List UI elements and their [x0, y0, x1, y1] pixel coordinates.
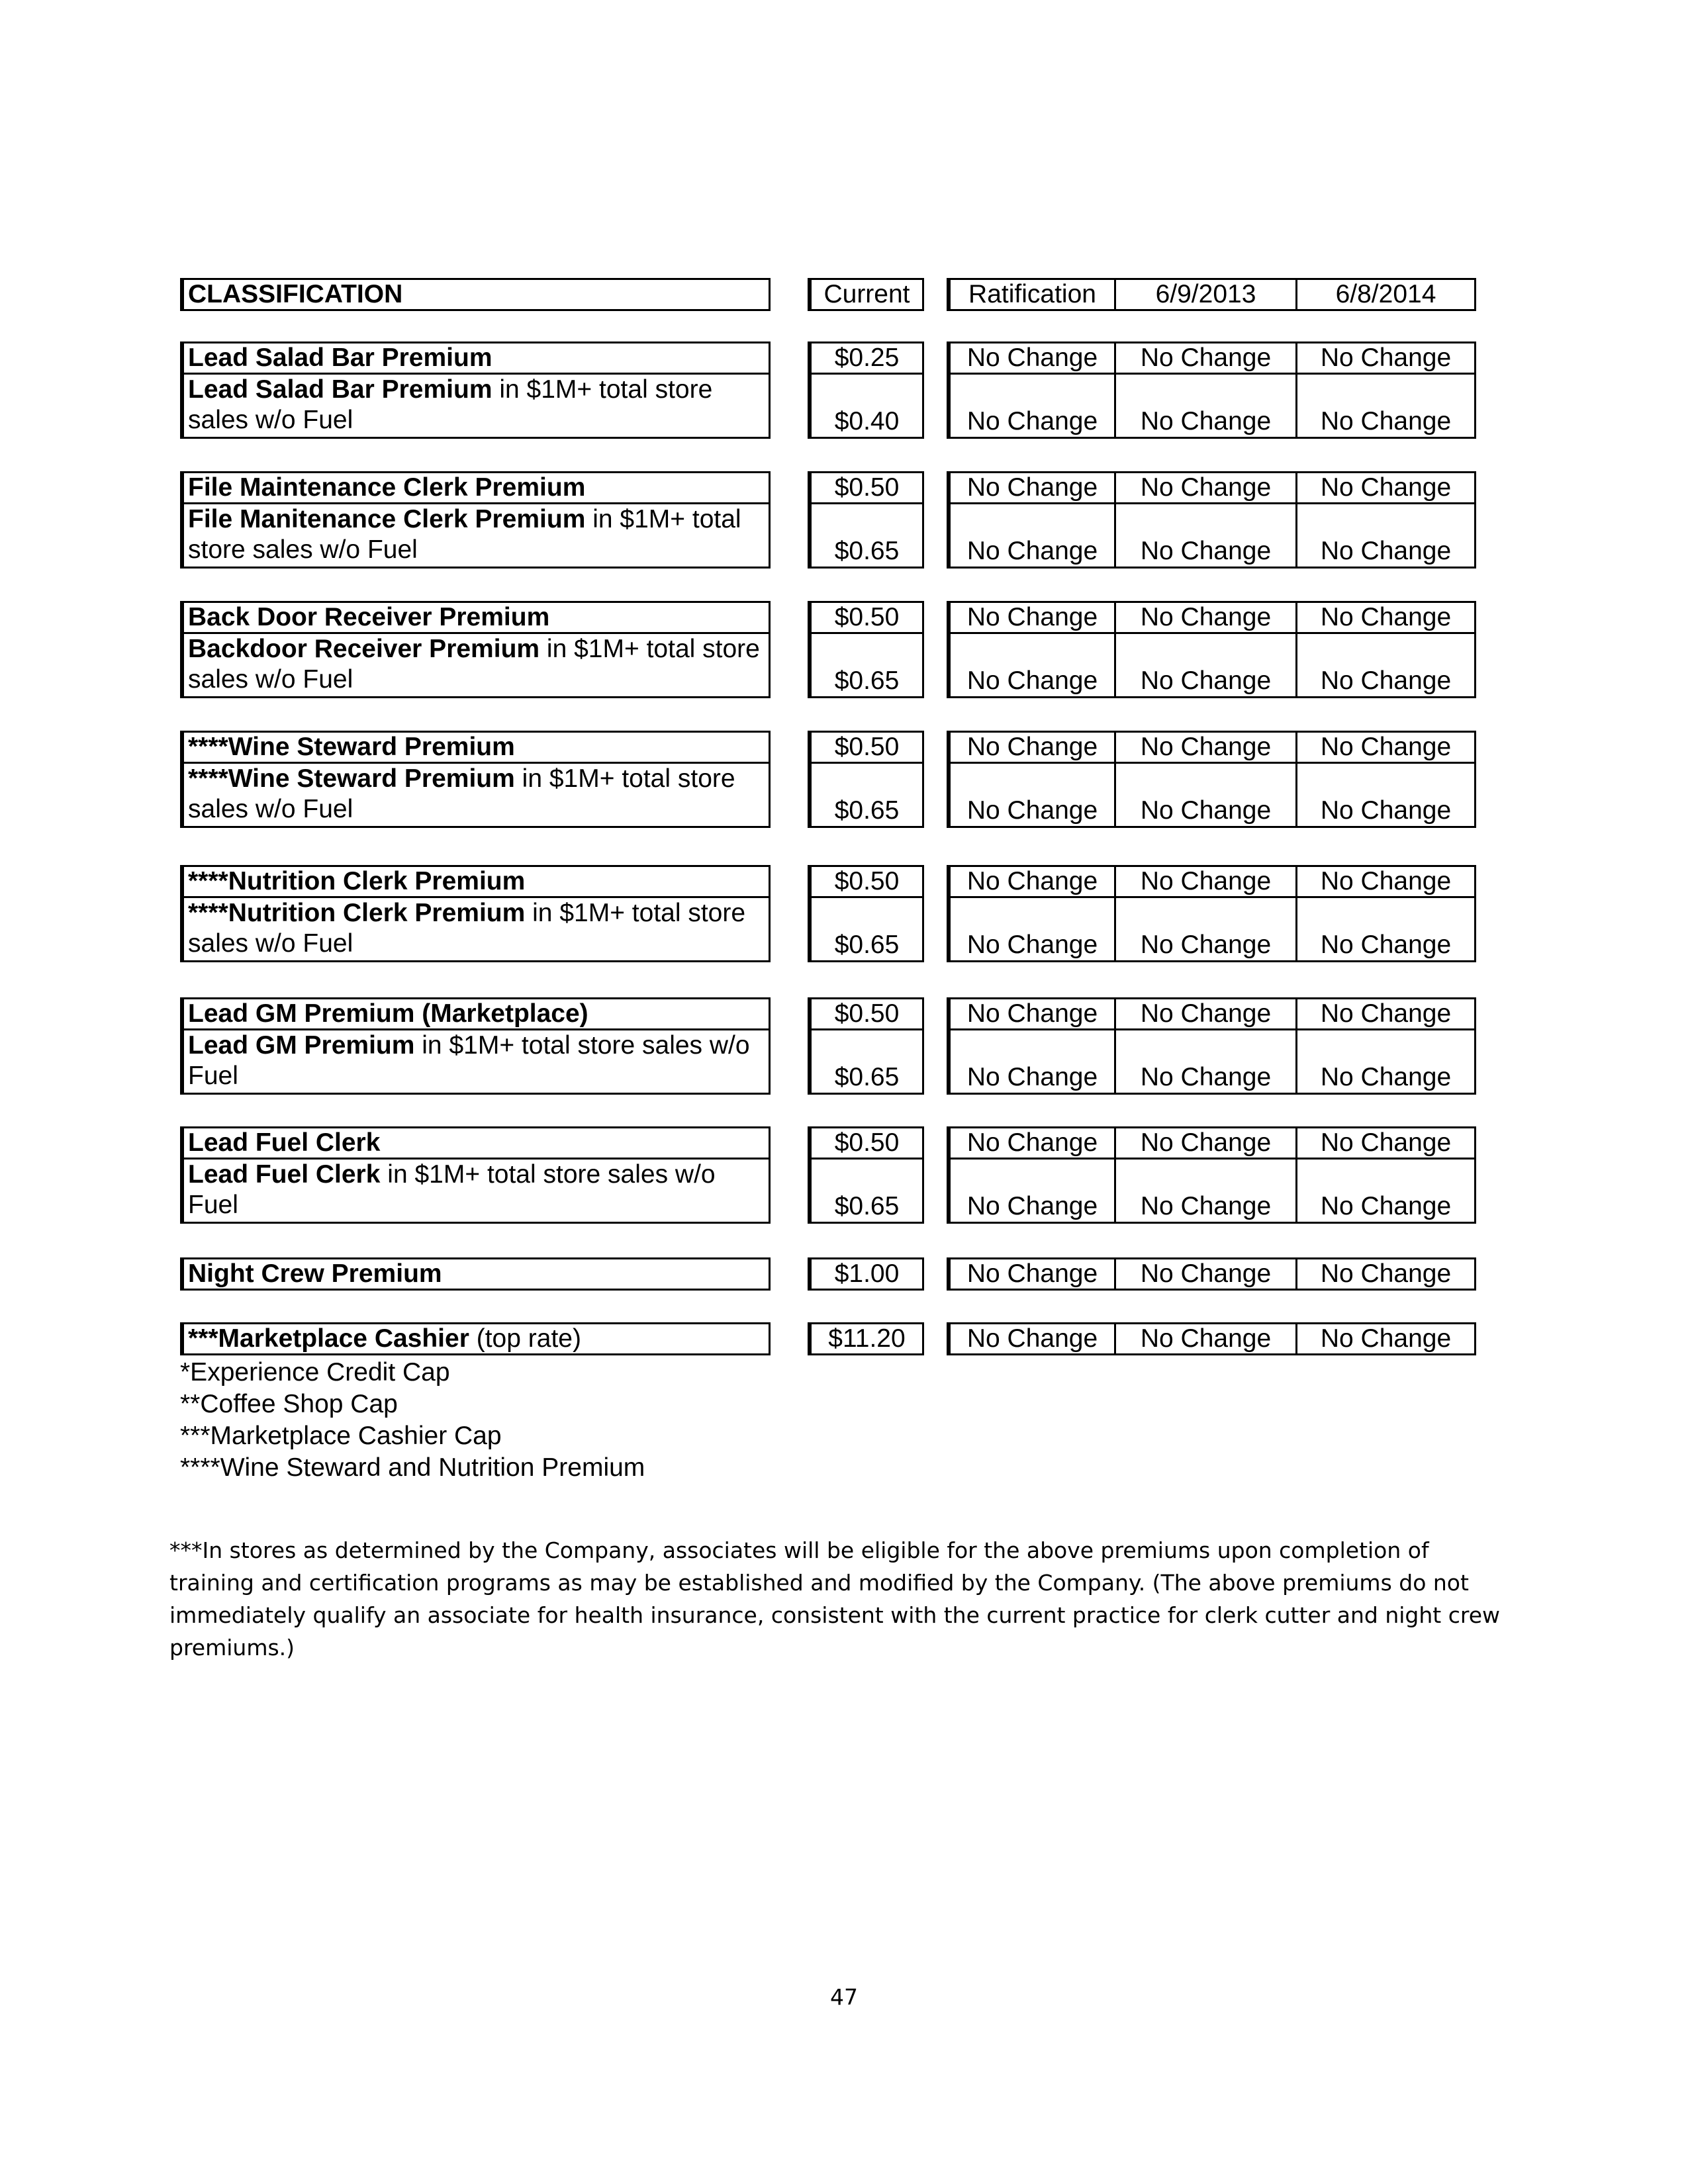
current-rate-cell: $0.50	[808, 997, 924, 1030]
current-rate-cell: $0.40	[808, 373, 924, 439]
classification-cell: ***Marketplace Cashier (top rate)	[180, 1322, 771, 1355]
header-classification: CLASSIFICATION	[180, 278, 771, 311]
current-rate-cell: $0.50	[808, 1126, 924, 1160]
ratification-cell: No Change	[947, 997, 1116, 1030]
date1-cell: No Change	[1116, 1158, 1297, 1224]
current-rate-cell: $11.20	[808, 1322, 924, 1355]
date1-cell: No Change	[1116, 1126, 1297, 1160]
date2-cell: No Change	[1297, 1028, 1476, 1095]
page-number: 47	[830, 1984, 858, 2010]
current-rate-cell: $0.65	[808, 1158, 924, 1224]
ratification-cell: No Change	[947, 865, 1116, 898]
date1-cell: No Change	[1116, 1257, 1297, 1291]
date2-cell: No Change	[1297, 762, 1476, 828]
eligibility-paragraph: ***In stores as determined by the Company, associates will be eligible for the above premiums upon completion of training and certification programs as may be established and modified by the Company. (The above premiums do not immediately qualify an associate for health insurance, consistent with the current practice for clerk cutter and night crew premiums.)	[169, 1537, 1501, 1661]
ratification-cell: No Change	[947, 1028, 1116, 1095]
classification-cell: Lead Salad Bar Premium	[180, 341, 771, 375]
date2-cell: No Change	[1297, 632, 1476, 698]
classification-cell: File Manitenance Clerk Premium in $1M+ total store sales w/o Fuel	[180, 502, 771, 569]
header-current: Current	[808, 278, 924, 311]
ratification-cell: No Change	[947, 762, 1116, 828]
current-rate-cell: $1.00	[808, 1257, 924, 1291]
current-rate-cell: $0.50	[808, 471, 924, 504]
header-date-1: 6/9/2013	[1116, 278, 1297, 311]
date2-cell: No Change	[1297, 471, 1476, 504]
date1-cell: No Change	[1116, 731, 1297, 764]
date1-cell: No Change	[1116, 1322, 1297, 1355]
current-rate-cell: $0.50	[808, 865, 924, 898]
footnote: ***Marketplace Cashier Cap	[180, 1422, 502, 1450]
classification-cell: ****Nutrition Clerk Premium	[180, 865, 771, 898]
current-rate-cell: $0.50	[808, 601, 924, 634]
current-rate-cell: $0.65	[808, 502, 924, 569]
footnote: **Coffee Shop Cap	[180, 1390, 398, 1418]
date1-cell: No Change	[1116, 373, 1297, 439]
date2-cell: No Change	[1297, 865, 1476, 898]
current-rate-cell: $0.65	[808, 896, 924, 962]
footnote: ****Wine Steward and Nutrition Premium	[180, 1453, 645, 1482]
date2-cell: No Change	[1297, 1158, 1476, 1224]
date2-cell: No Change	[1297, 997, 1476, 1030]
date2-cell: No Change	[1297, 896, 1476, 962]
classification-cell: ****Wine Steward Premium in $1M+ total store sales w/o Fuel	[180, 762, 771, 828]
ratification-cell: No Change	[947, 1257, 1116, 1291]
date1-cell: No Change	[1116, 997, 1297, 1030]
classification-cell: Backdoor Receiver Premium in $1M+ total store sales w/o Fuel	[180, 632, 771, 698]
classification-cell: Lead GM Premium in $1M+ total store sales w/o Fuel	[180, 1028, 771, 1095]
header-date-2: 6/8/2014	[1297, 278, 1476, 311]
classification-cell: Lead Fuel Clerk in $1M+ total store sales w/o Fuel	[180, 1158, 771, 1224]
date2-cell: No Change	[1297, 1257, 1476, 1291]
ratification-cell: No Change	[947, 731, 1116, 764]
classification-cell: ****Nutrition Clerk Premium in $1M+ total store sales w/o Fuel	[180, 896, 771, 962]
classification-cell: Lead Fuel Clerk	[180, 1126, 771, 1160]
classification-cell: Back Door Receiver Premium	[180, 601, 771, 634]
date1-cell: No Change	[1116, 471, 1297, 504]
date2-cell: No Change	[1297, 373, 1476, 439]
date1-cell: No Change	[1116, 896, 1297, 962]
date2-cell: No Change	[1297, 341, 1476, 375]
ratification-cell: No Change	[947, 601, 1116, 634]
ratification-cell: No Change	[947, 373, 1116, 439]
ratification-cell: No Change	[947, 502, 1116, 569]
date1-cell: No Change	[1116, 601, 1297, 634]
ratification-cell: No Change	[947, 1158, 1116, 1224]
date1-cell: No Change	[1116, 632, 1297, 698]
date1-cell: No Change	[1116, 502, 1297, 569]
footnotes	[180, 1357, 645, 1484]
ratification-cell: No Change	[947, 471, 1116, 504]
current-rate-cell: $0.50	[808, 731, 924, 764]
ratification-cell: No Change	[947, 341, 1116, 375]
current-rate-cell: $0.65	[808, 1028, 924, 1095]
current-rate-cell: $0.65	[808, 762, 924, 828]
date2-cell: No Change	[1297, 1322, 1476, 1355]
classification-cell: Lead GM Premium (Marketplace)	[180, 997, 771, 1030]
date2-cell: No Change	[1297, 731, 1476, 764]
classification-cell: ****Wine Steward Premium	[180, 731, 771, 764]
date2-cell: No Change	[1297, 1126, 1476, 1160]
ratification-cell: No Change	[947, 632, 1116, 698]
current-rate-cell: $0.25	[808, 341, 924, 375]
footnote: *Experience Credit Cap	[180, 1358, 450, 1387]
date2-cell: No Change	[1297, 601, 1476, 634]
header-ratification: Ratification	[947, 278, 1116, 311]
current-rate-cell: $0.65	[808, 632, 924, 698]
ratification-cell: No Change	[947, 896, 1116, 962]
date1-cell: No Change	[1116, 865, 1297, 898]
date1-cell: No Change	[1116, 341, 1297, 375]
ratification-cell: No Change	[947, 1126, 1116, 1160]
ratification-cell: No Change	[947, 1322, 1116, 1355]
classification-cell: Lead Salad Bar Premium in $1M+ total store sales w/o Fuel	[180, 373, 771, 439]
classification-cell: File Maintenance Clerk Premium	[180, 471, 771, 504]
classification-cell: Night Crew Premium	[180, 1257, 771, 1291]
date1-cell: No Change	[1116, 1028, 1297, 1095]
date1-cell: No Change	[1116, 762, 1297, 828]
date2-cell: No Change	[1297, 502, 1476, 569]
